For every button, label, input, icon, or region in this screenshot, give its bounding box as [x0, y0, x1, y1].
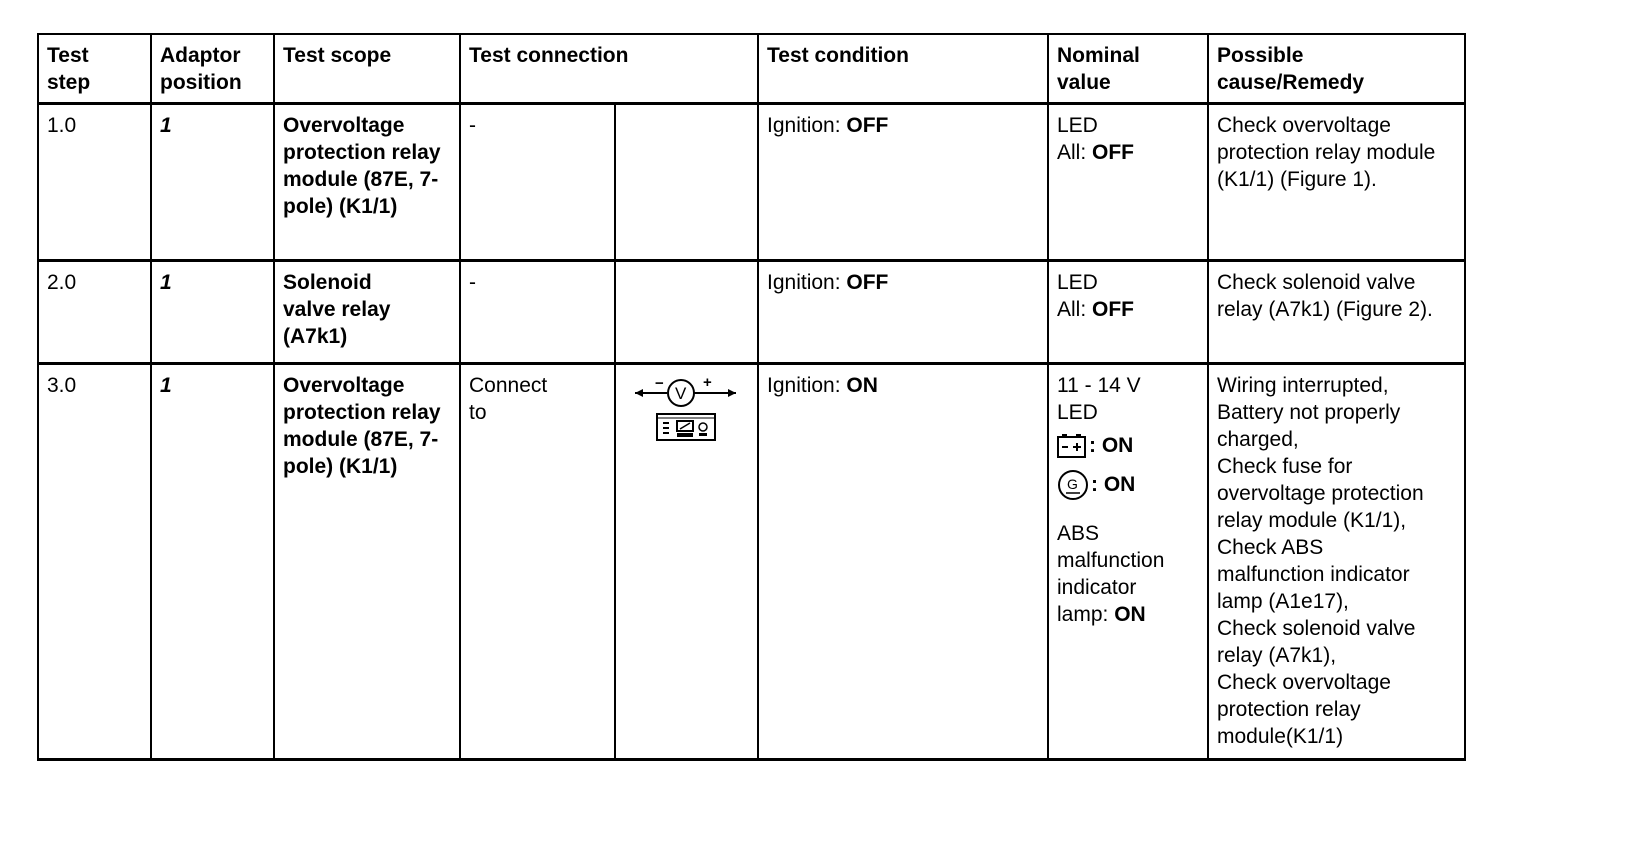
cell-remedy: Check solenoid valve relay (A7k1) (Figure 2). — [1208, 261, 1465, 364]
table-row — [38, 364, 1465, 760]
header-test-step: Test step — [38, 34, 151, 104]
cell-connection-symbol — [615, 364, 758, 760]
cell-scope — [274, 261, 460, 364]
svg-text:G: G — [1067, 475, 1078, 492]
header-nominal-value: Nominal value — [1048, 34, 1208, 104]
header-adaptor-position: Adaptor position — [151, 34, 274, 104]
battery-icon — [1057, 433, 1087, 459]
generator-icon — [1057, 469, 1089, 501]
header-test-condition: Test condition — [758, 34, 1048, 104]
header-test-scope: Test scope — [274, 34, 460, 104]
generator-led-line: G : ON — [1057, 465, 1199, 504]
test-table — [37, 33, 1466, 761]
cell-condition: Ignition: ON — [758, 364, 1048, 760]
cell-adaptor: 1 — [151, 364, 274, 760]
cell-connection-symbol — [615, 261, 758, 364]
voltmeter-icon — [633, 376, 741, 444]
cell-connection: - — [460, 104, 615, 261]
cell-connection: - — [460, 261, 615, 364]
scope-text: Overvoltage protection relay module (87E, 7-pole) (K1/1) — [283, 374, 441, 478]
cell-nominal: 11 - 14 V LED : ON G : ON ABS malfunction indicator lamp: ON — [1048, 364, 1208, 760]
cell-condition: Ignition: OFF — [758, 104, 1048, 261]
cell-nominal: LED All: OFF — [1048, 261, 1208, 364]
svg-text:+: + — [702, 376, 712, 391]
cell-connection: Connect to — [460, 364, 615, 760]
table-row — [38, 261, 1465, 364]
header-test-connection: Test connection — [460, 34, 758, 104]
cell-step: 1.0 — [38, 104, 151, 261]
cell-adaptor: 1 — [151, 104, 274, 261]
cell-remedy: Wiring interrupted, Battery not properly charged, Check fuse for overvoltage protection relay module (K1/1), Check ABS malfunction indicator lamp (A1e17), Check solenoid valve relay (A7k1), Check overvoltage protection relay module(K1/1) — [1208, 364, 1465, 760]
cell-scope — [274, 364, 460, 760]
scope-text: Solenoid valve relay (A7k1) — [283, 271, 391, 348]
cell-condition: Ignition: OFF — [758, 261, 1048, 364]
cell-scope — [274, 104, 460, 261]
cell-step: 3.0 — [38, 364, 151, 760]
scope-text: Overvoltage protection relay module (87E, 7-pole) (K1/1) — [283, 114, 441, 218]
battery-led-line: : ON — [1057, 426, 1199, 465]
cell-nominal: LED All: OFF — [1048, 104, 1208, 261]
svg-text:−: − — [654, 376, 664, 392]
header-possible-cause: Possible cause/Remedy — [1208, 34, 1465, 104]
cell-remedy: Check overvoltage protection relay module (K1/1) (Figure 1). — [1208, 104, 1465, 261]
cell-step: 2.0 — [38, 261, 151, 364]
cell-connection-symbol — [615, 104, 758, 261]
table-row — [38, 104, 1465, 261]
svg-text:V: V — [674, 384, 686, 403]
header-row — [38, 34, 1465, 104]
cell-adaptor: 1 — [151, 261, 274, 364]
